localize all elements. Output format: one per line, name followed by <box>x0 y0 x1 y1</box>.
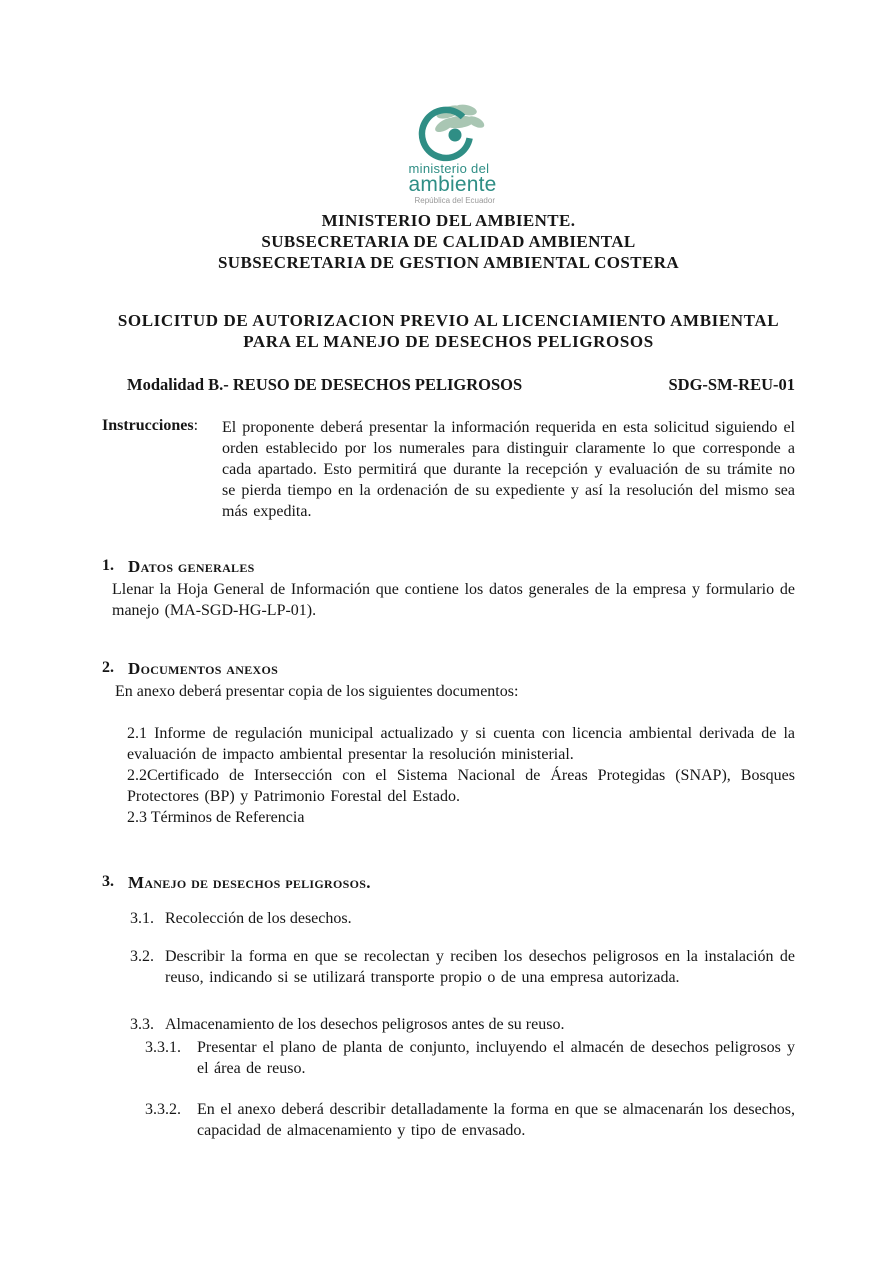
instructions-text: El proponente deberá presentar la información requerida en esta solicitud siguiendo el orden establecido por los numerales para distinguir claramente lo que corresponde a cada apartado. Esto permitirá que durante la recepción y evaluación de su trámite no se pierda tiempo en la ordenación de su expediente y así la resolución del mismo sea más expedita. <box>222 419 795 520</box>
header-line-subsecretaria-gestion: SUBSECRETARIA DE GESTION AMBIENTAL COSTERA <box>217 253 680 272</box>
section-3-item-3-3-2 <box>145 1099 795 1141</box>
item-3-3-2-text: En el anexo deberá describir detalladamente la forma en que se almacenarán los desechos, capacidad de almacenamiento y tipo de envasado. <box>197 1101 795 1139</box>
section-3-heading <box>102 873 795 893</box>
section-2-item-2-1: 2.1 Informe de regulación municipal actualizado y si cuenta con licencia ambiental derivada de la evaluación de impacto ambiental presentar la resolución ministerial. <box>127 725 795 763</box>
title-line-1: SOLICITUD DE AUTORIZACION PREVIO AL LICENCIAMIENTO AMBIENTAL <box>117 311 780 330</box>
section-2-intro: En anexo deberá presentar copia de los siguientes documentos: <box>115 683 519 700</box>
section-1-heading <box>102 557 795 577</box>
section-2-item-2-3: 2.3 Términos de Referencia <box>127 809 305 826</box>
section-3-item-3-3 <box>130 1014 795 1035</box>
section-2-number: 2. <box>102 659 114 676</box>
header-line-subsecretaria-calidad: SUBSECRETARIA DE CALIDAD AMBIENTAL <box>261 232 636 251</box>
document-title <box>102 310 795 352</box>
title-line-2: PARA EL MANEJO DE DESECHOS PELIGROSOS <box>243 332 654 351</box>
item-3-2-number: 3.2. <box>130 948 154 965</box>
item-3-2-text: Describir la forma en que se recolectan y reciben los desechos peligrosos en la instalación de reuso, indicando si se utilizará transporte propio o de una empresa autorizada. <box>165 948 795 986</box>
instructions-block <box>102 417 795 522</box>
section-3-number: 3. <box>102 873 114 890</box>
logo-line-republica: República del Ecuador <box>414 196 495 205</box>
item-3-3-1-text: Presentar el plano de planta de conjunto, incluyendo el almacén de desechos peligrosos y el área de reuso. <box>197 1039 795 1077</box>
modality-label: Modalidad B.- REUSO DE DESECHOS PELIGROSOS <box>127 375 523 394</box>
section-2-heading <box>102 659 795 679</box>
ministry-logo-wordmark <box>409 162 504 205</box>
section-1-number: 1. <box>102 557 114 574</box>
instructions-label-text: Instrucciones <box>102 417 194 434</box>
document-header <box>102 210 795 273</box>
ministry-logo <box>394 98 504 205</box>
logo-line-ambiente: ambiente <box>408 173 497 196</box>
section-2-item-2-2: 2.2Certificado de Intersección con el Sistema Nacional de Áreas Protegidas (SNAP), Bosques Protectores (BP) y Patrimonio Forestal del Estado. <box>127 767 795 805</box>
modality-row <box>102 375 795 395</box>
instructions-colon: : <box>193 417 199 434</box>
section-3-item-3-2 <box>130 946 795 988</box>
section-3-title: Manejo de desechos peligrosos. <box>128 873 371 892</box>
section-2-title: Documentos anexos <box>128 659 279 678</box>
item-3-3-2-number: 3.3.2. <box>145 1101 181 1118</box>
instructions-label <box>102 417 222 522</box>
section-3-item-3-1 <box>130 908 795 929</box>
item-3-1-number: 3.1. <box>130 910 154 927</box>
item-3-3-1-number: 3.3.1. <box>145 1039 181 1056</box>
header-line-ministerio: MINISTERIO DEL AMBIENTE. <box>321 211 576 230</box>
section-1-title: Datos generales <box>128 557 255 576</box>
item-3-3-text: Almacenamiento de los desechos peligrosos antes de su reuso. <box>165 1016 565 1033</box>
section-3-item-3-3-1 <box>145 1037 795 1079</box>
section-1-body: Llenar la Hoja General de Información que contiene los datos generales de la empresa y formulario de manejo (MA-SGD-HG-LP-01). <box>112 581 795 619</box>
ministry-leaf-icon <box>399 98 499 162</box>
item-3-1-text: Recolección de los desechos. <box>165 910 352 927</box>
item-3-3-number: 3.3. <box>130 1016 154 1033</box>
logo-line-ministerio: ministerio del <box>408 161 490 176</box>
form-code: SDG-SM-REU-01 <box>668 375 795 394</box>
